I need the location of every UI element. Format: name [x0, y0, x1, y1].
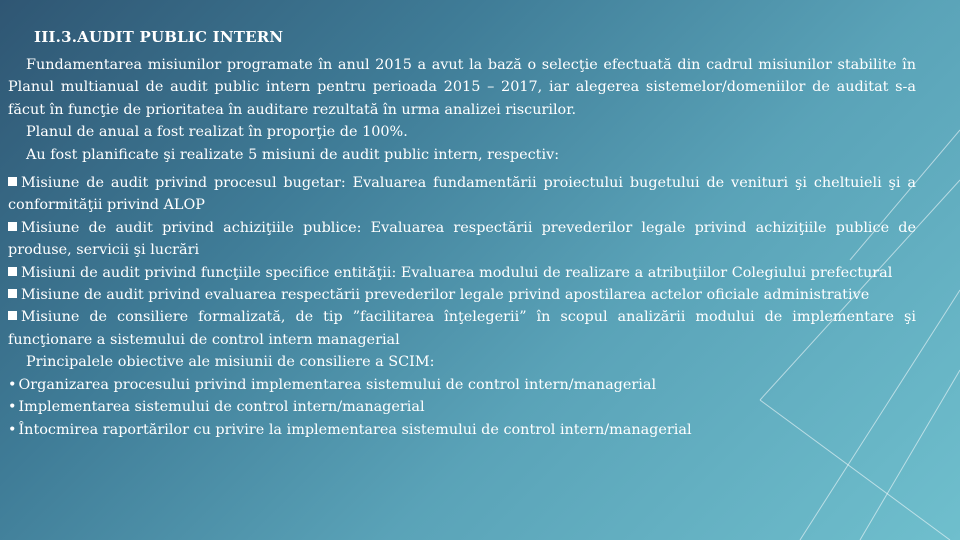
missions-intro-paragraph: Au fost planificate şi realizate 5 misiuni de audit public intern, respectiv:: [26, 146, 560, 163]
mission-item: [8, 306, 916, 351]
bullet-dot-icon: •: [8, 399, 17, 416]
mission-item: [8, 262, 916, 284]
mission-item: [8, 172, 916, 217]
mission-text: Misiune de audit privind achiziţiile publice: Evaluarea respectării prevederilor legale privind achiziţiile publice de produse, servicii şi lucrări: [8, 219, 916, 259]
objective-item: [8, 419, 916, 441]
slide-content: [8, 28, 916, 441]
objective-text: Implementarea sistemului de control intern/managerial: [18, 399, 425, 416]
square-bullet-icon: [8, 289, 17, 298]
objective-text: Întocmirea raportărilor cu privire la implementarea sistemului de control intern/managerial: [18, 421, 692, 438]
objective-item: [8, 374, 916, 396]
mission-item: [8, 217, 916, 262]
mission-text: Misiune de audit privind evaluarea respectării prevederilor legale privind apostilarea actelor oficiale administrative: [21, 287, 870, 304]
objective-text: Organizarea procesului privind implementarea sistemului de control intern/managerial: [18, 376, 657, 393]
square-bullet-icon: [8, 267, 17, 276]
plan-completion-paragraph: Planul de anual a fost realizat în proporţie de 100%.: [26, 124, 408, 141]
mission-text: Misiune de audit privind procesul bugetar: Evaluarea fundamentării proiectului bugetului de venituri şi cheltuieli şi a conformităţii privind ALOP: [8, 175, 916, 214]
mission-text: Misiuni de audit privind funcţiile specifice entităţii: Evaluarea modului de realizare a atribuţiilor Colegiului prefectural: [21, 264, 893, 281]
mission-text: Misiune de consiliere formalizată, de tip ”facilitarea înţelegerii” în scopul analizării modului de implementare şi funcţionare a sistemului de control intern managerial: [8, 309, 916, 348]
slide-title: III.3.AUDIT PUBLIC INTERN: [34, 28, 284, 46]
square-bullet-icon: [8, 311, 17, 320]
objectives-intro: Principalele obiective ale misiunii de consiliere a SCIM:: [26, 354, 435, 371]
objective-item: [8, 396, 916, 418]
bullet-dot-icon: •: [8, 376, 17, 393]
intro-paragraph: Fundamentarea misiunilor programate în anul 2015 a avut la bază o selecţie efectuată din cadrul misiunilor stabilite în Planul multianual de audit public intern pentru perioada 2015 – 2017, iar alegerea sistemelor/domeniilor de auditat s-a făcut în funcţie de prioritatea în auditare rezultată în urma analizei riscurilor.: [8, 57, 916, 118]
square-bullet-icon: [8, 222, 17, 231]
bullet-dot-icon: •: [8, 421, 17, 438]
square-bullet-icon: [8, 177, 17, 186]
mission-item: [8, 284, 916, 306]
